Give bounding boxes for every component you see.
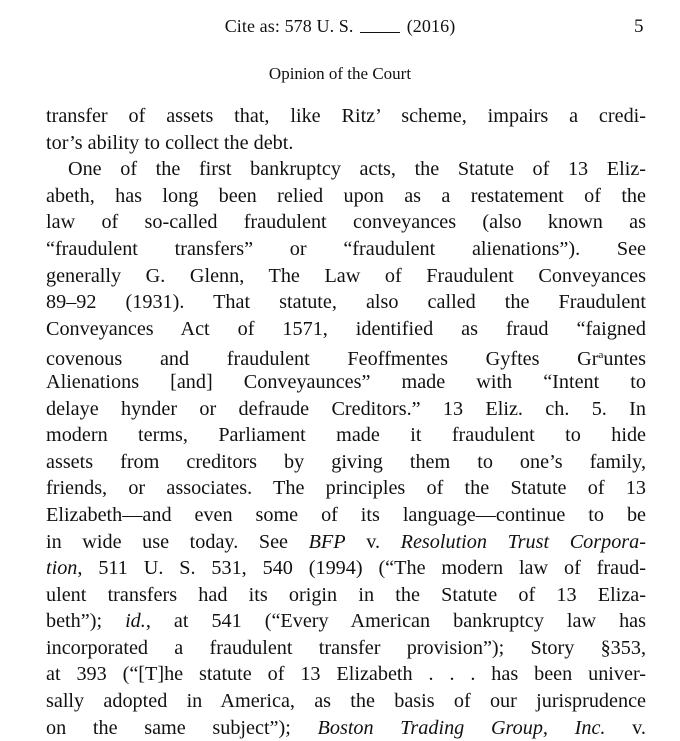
text-run: transfer of assets that, like Ritz’ scheme, impairs a credi-: [46, 105, 646, 127]
text-run: beth”);: [46, 610, 126, 633]
text-run: Elizabeth—and even some of its language—continue to be: [46, 503, 646, 526]
text-line: [46, 289, 646, 316]
text-run: v.: [605, 716, 646, 739]
text-run: delaye hynder or defraude Creditors.” 13 Eliz. ch. 5. In: [46, 397, 646, 420]
italic-text: id.: [125, 610, 146, 633]
text-line: [46, 555, 646, 582]
text-run: “fraudulent transfers” or “fraudulent alienations”). See: [46, 237, 646, 260]
text-run: untes: [603, 348, 646, 371]
citation-prefix: Cite as: 578 U. S.: [224, 16, 359, 36]
text-line: [46, 608, 646, 635]
text-line: [46, 422, 646, 449]
opinion-body: [46, 103, 646, 741]
text-line: [46, 449, 646, 476]
text-line: [46, 263, 646, 290]
page-header: [0, 16, 680, 40]
page-number: 5: [634, 16, 644, 37]
text-run: at 393 (“[T]he statute of 13 Elizabeth . . . has been univer-: [46, 663, 646, 686]
citation-blank: [360, 18, 400, 33]
text-line: [46, 156, 646, 183]
text-line: [46, 342, 646, 369]
text-line: [46, 475, 646, 502]
text-line: [46, 688, 646, 715]
text-line: [46, 130, 646, 157]
text-run: generally G. Glenn, The Law of Fraudulent Conveyances: [46, 264, 646, 287]
text-run: 89–92 (1931). That statute, also called the Fraudulent: [46, 291, 646, 314]
text-line: [46, 502, 646, 529]
text-run: One of the first bankruptcy acts, the Statute of 13 Eliz-: [68, 158, 646, 181]
text-run: covenous and fraudulent Feoffmentes Gyftes Gr: [46, 348, 599, 371]
text-run: modern terms, Parliament made it fraudulent to hide: [46, 424, 646, 447]
text-line: [46, 635, 646, 662]
citation-year: (2016): [402, 16, 456, 36]
text-run: Conveyances Act of 1571, identified as fraud “faigned: [46, 317, 646, 340]
text-line: [46, 236, 646, 263]
text-run: , 511 U. S. 531, 540 (1994) (“The modern law of fraud-: [77, 557, 646, 580]
italic-text: BFP: [308, 530, 346, 553]
text-run: law of so-called fraudulent conveyances (also known as: [46, 211, 646, 234]
text-run: abeth, has long been relied upon as a restatement of the: [46, 184, 646, 207]
text-line: [46, 209, 646, 236]
text-line: [46, 582, 646, 609]
text-line: [46, 396, 646, 423]
text-run: incorporated a fraudulent transfer provision”); Story §353,: [46, 636, 646, 659]
text-run: sally adopted in America, as the basis of our jurisprudence: [46, 690, 646, 713]
text-run: assets from creditors by giving them to one’s family,: [46, 450, 646, 473]
superscript-text: a: [598, 349, 604, 362]
text-run: v.: [345, 530, 401, 553]
text-run: in wide use today. See: [46, 530, 309, 553]
text-run: Alienations [and] Conveyaunces” made with “Intent to: [46, 370, 646, 393]
text-line: [46, 715, 646, 741]
italic-text: Boston Trading Group, Inc.: [317, 716, 606, 739]
text-line: [46, 529, 646, 556]
citation-line: [0, 16, 680, 37]
text-run: ulent transfers had its origin in the Statute of 13 Eliza-: [46, 583, 646, 606]
text-line: [46, 316, 646, 343]
text-run: on the same subject”);: [46, 716, 318, 739]
text-line: [46, 183, 646, 210]
running-head: Opinion of the Court: [268, 64, 412, 83]
text-run: friends, or associates. The principles of the Statute of 13: [46, 477, 646, 500]
text-line: [46, 369, 646, 396]
text-line: [46, 103, 646, 130]
italic-text: tion: [46, 557, 78, 580]
text-run: , at 541 (“Every American bankruptcy law has: [145, 610, 646, 633]
text-run: tor’s ability to collect the debt.: [46, 131, 294, 154]
text-line: [46, 661, 646, 688]
italic-text: Resolution Trust Corpora-: [400, 530, 646, 553]
